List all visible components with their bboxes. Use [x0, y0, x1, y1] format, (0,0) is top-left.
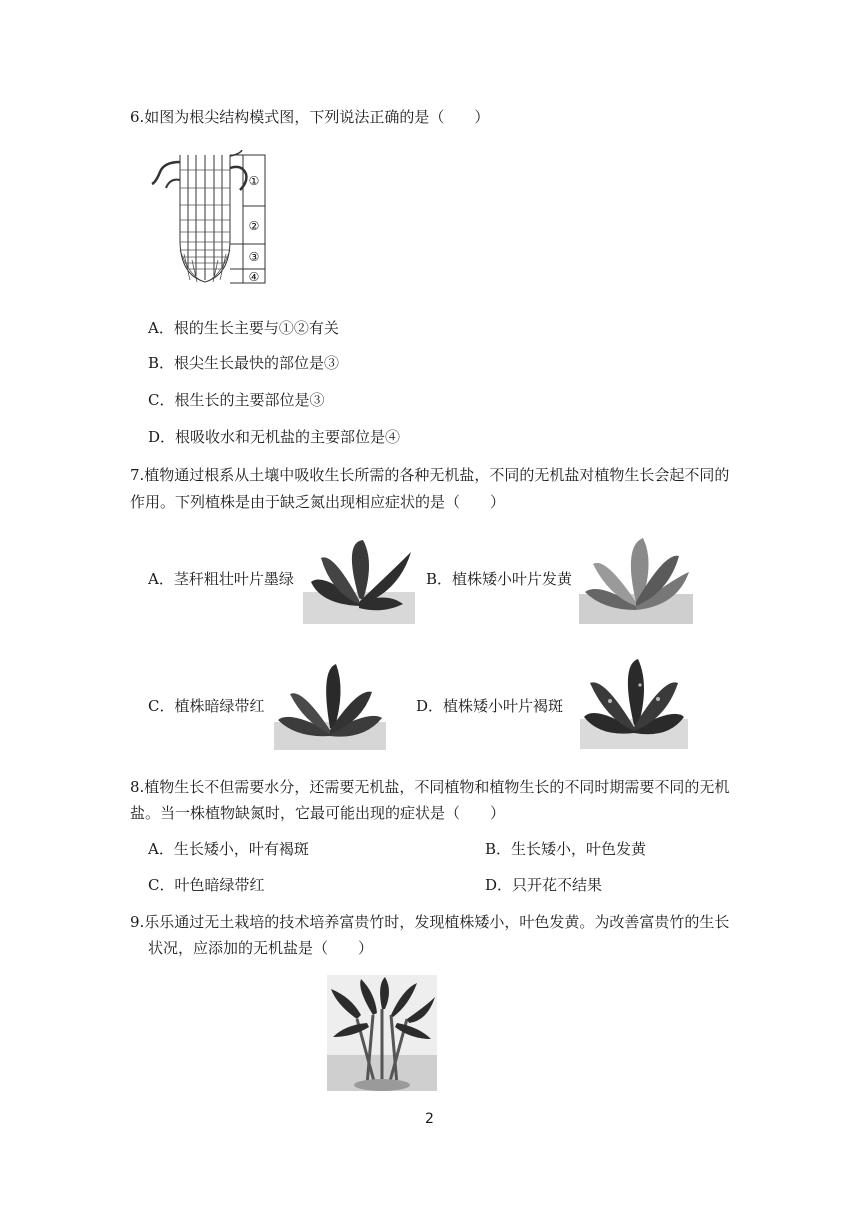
plant-image-d: [580, 655, 688, 749]
label-zone-4: ④: [248, 270, 260, 284]
q7-option-c: C．植株暗绿带红: [148, 697, 265, 715]
q6-option-c: C．根生长的主要部位是③: [148, 391, 325, 409]
q6-option-d: D．根吸收水和无机盐的主要部位是④: [148, 428, 401, 446]
question-8-stem-line1: 8.植物生长不但需要水分，还需要无机盐，不同植物和植物生长的不同时期需要不同的无机: [130, 778, 730, 796]
plant-image-c: [274, 660, 386, 750]
q7-option-d: D．植株矮小叶片褐斑: [416, 697, 564, 715]
label-zone-2: ②: [248, 219, 260, 233]
q8-option-c: C．叶色暗绿带红: [148, 876, 265, 894]
lucky-bamboo-image: [327, 975, 437, 1091]
q8-option-d: D．只开花不结果: [485, 876, 603, 894]
question-9-stem-line2: 状况，应添加的无机盐是（ ）: [148, 939, 374, 957]
question-7-stem-line1: 7.植物通过根系从土壤中吸收生长所需的各种无机盐，不同的无机盐对植物生长会起不同的: [130, 466, 730, 484]
q8-option-a: A．生长矮小，叶有褐斑: [148, 840, 309, 858]
q6-option-a: A．根的生长主要与①②有关: [148, 319, 339, 337]
plant-image-b: [579, 532, 693, 624]
q8-option-b: B．生长矮小，叶色发黄: [485, 840, 647, 858]
question-7-stem-line2: 作用。下列植株是由于缺乏氮出现相应症状的是（ ）: [130, 493, 506, 511]
question-6-stem: 6.如图为根尖结构模式图，下列说法正确的是（ ）: [130, 108, 490, 126]
page-number: 2: [425, 1111, 434, 1127]
question-9-stem-line1: 9.乐乐通过无土栽培的技术培养富贵竹时，发现植株矮小，叶色发黄。为改善富贵竹的生长: [130, 913, 730, 931]
q7-option-b: B．植株矮小叶片发黄: [426, 570, 573, 588]
label-zone-3: ③: [248, 250, 260, 264]
question-8-stem-line2: 盐。当一株植物缺氮时，它最可能出现的症状是（ ）: [130, 804, 506, 822]
q7-option-a: A．茎秆粗壮叶片墨绿: [148, 570, 294, 588]
q6-option-b: B．根尖生长最快的部位是③: [148, 354, 340, 372]
label-zone-1: ①: [248, 174, 260, 188]
root-tip-diagram: [150, 150, 272, 288]
plant-image-a: [303, 532, 415, 624]
